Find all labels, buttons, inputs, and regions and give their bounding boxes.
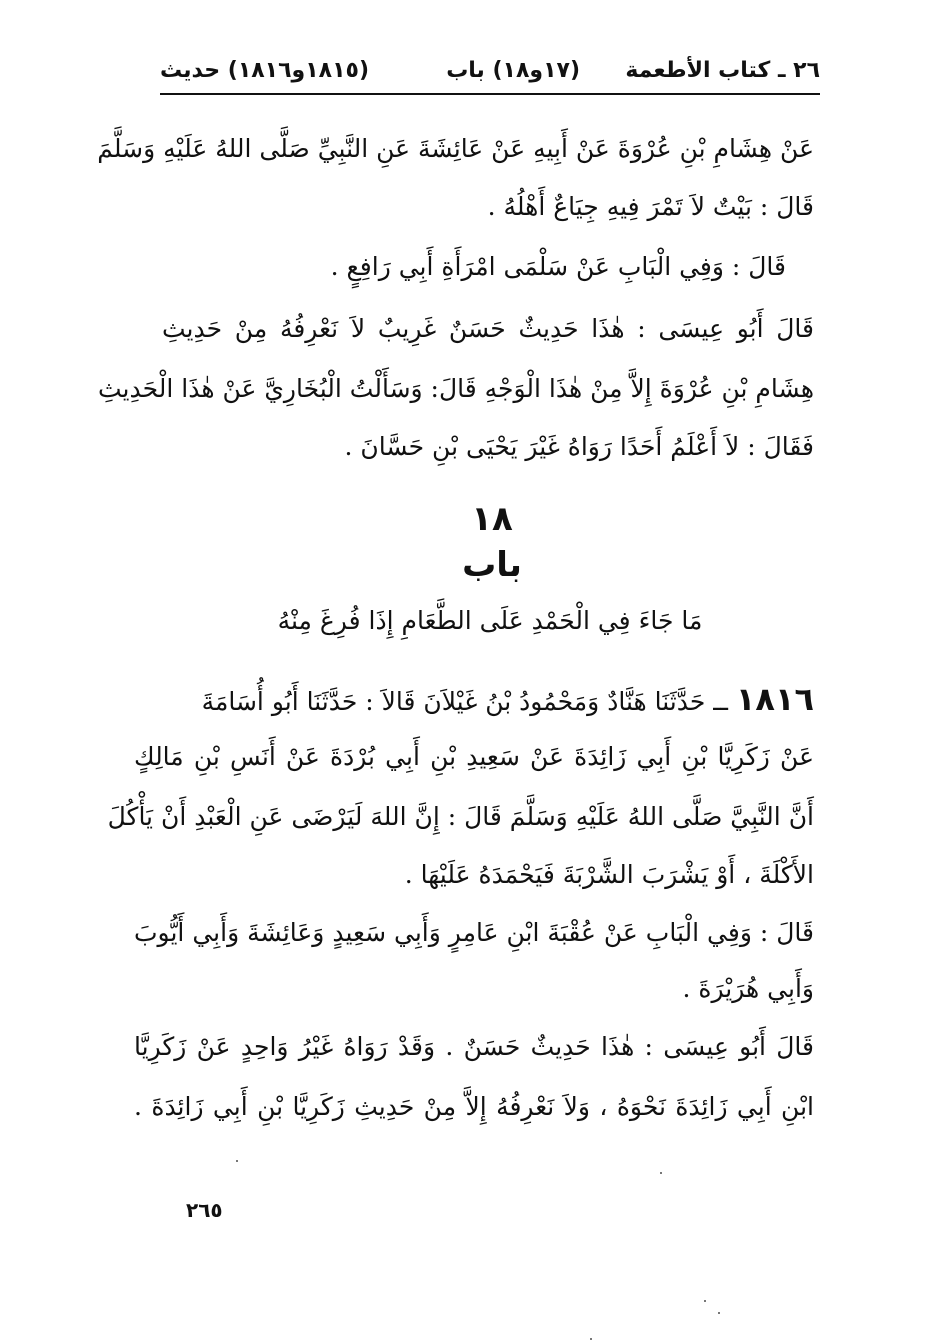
page-number: ٢٦٥: [186, 1198, 223, 1222]
hadith-first-line-text: ــ حَدَّثَنَا هَنَّادٌ وَمَحْمُودُ بْنُ غَيْلاَنَ قَالاَ : حَدَّثَنَا أَبُو أُسَامَةَ: [201, 687, 728, 716]
scan-speck: [590, 1338, 592, 1340]
text-line: قَالَ : وَفِي الْبَابِ عَنْ سَلْمَى امْرَأَةِ أَبِي رَافِعٍ .: [330, 252, 786, 281]
header-chapter-range: (١٧و١٨) باب: [446, 58, 580, 83]
text-line: أَنَّ النَّبِيَّ صَلَّى اللهُ عَلَيْهِ وَسَلَّمَ قَالَ : إِنَّ اللهَ لَيَرْضَى عَنِ الْعَبْدِ أَنْ يَأْكُلَ: [107, 802, 814, 831]
hadith-first-line: [134, 682, 814, 719]
chapter-label: باب: [462, 545, 522, 585]
text-line: عَنْ زَكَرِيَّا بْنِ أَبِي زَائِدَةَ عَنْ سَعِيدِ بْنِ أَبِي بُرْدَةَ عَنْ أَنَسِ بْنِ مَالِكٍ: [134, 742, 814, 771]
chapter-title: مَا جَاءَ فِي الْحَمْدِ عَلَى الطَّعَامِ إِذَا فُرِغَ مِنْهُ: [277, 606, 703, 635]
scan-speck: [236, 1160, 238, 1162]
text-line: ابْنِ أَبِي زَائِدَةَ نَحْوَهُ ، وَلاَ نَعْرِفُهُ إِلاَّ مِنْ حَدِيثِ زَكَرِيَّا بْنِ أَبِي زَائِدَةَ .: [134, 1092, 814, 1121]
text-line: قَالَ أَبُو عِيسَى : هٰذَا حَدِيثٌ حَسَنٌ . وَقَدْ رَوَاهُ غَيْرُ وَاحِدٍ عَنْ زَكَرِيَّا: [134, 1032, 814, 1061]
text-line: عَنْ هِشَامِ بْنِ عُرْوَةَ عَنْ أَبِيهِ عَنْ عَائِشَةَ عَنِ النَّبِيِّ صَلَّى اللهُ عَلَيْهِ وَسَلَّمَ: [97, 134, 814, 163]
hadith-number: ١٨١٦: [735, 680, 814, 718]
text-line: قَالَ : وَفِي الْبَابِ عَنْ عُقْبَةَ ابْنِ عَامِرٍ وَأَبِي سَعِيدٍ وَعَائِشَةَ وَأَبِي أَيُّوبَ: [134, 918, 814, 947]
header-hadith-range: (١٨١٥و١٨١٦) حديث: [160, 58, 370, 83]
header-book-title: ٢٦ ـ كتاب الأطعمة: [625, 58, 820, 83]
running-header: [160, 52, 820, 92]
scan-speck: [660, 1172, 662, 1174]
chapter-number: ١٨: [471, 499, 513, 539]
text-line: الأَكْلَةَ ، أَوْ يَشْرَبَ الشَّرْبَةَ فَيَحْمَدَهُ عَلَيْهَا .: [404, 860, 814, 889]
header-rule: [160, 93, 820, 95]
text-line: وَأَبِي هُرَيْرَةَ .: [682, 974, 814, 1003]
text-line: قَالَ : بَيْتٌ لاَ تَمْرَ فِيهِ جِيَاعٌ أَهْلُهُ .: [487, 192, 814, 221]
scan-speck: [718, 1312, 720, 1314]
scan-speck: [704, 1300, 706, 1302]
text-line: قَالَ أَبُو عِيسَى : هٰذَا حَدِيثٌ حَسَنٌ غَرِيبٌ لاَ نَعْرِفُهُ مِنْ حَدِيثِ: [162, 314, 814, 343]
text-line: هِشَامِ بْنِ عُرْوَةَ إِلاَّ مِنْ هٰذَا الْوَجْهِ قَالَ: وَسَأَلْتُ الْبُخَارِيَّ عَنْ هٰذَا الْحَدِيثِ: [97, 374, 814, 403]
text-line: فَقَالَ : لاَ أَعْلَمُ أَحَدًا رَوَاهُ غَيْرَ يَحْيَى بْنِ حَسَّانَ .: [344, 432, 814, 461]
